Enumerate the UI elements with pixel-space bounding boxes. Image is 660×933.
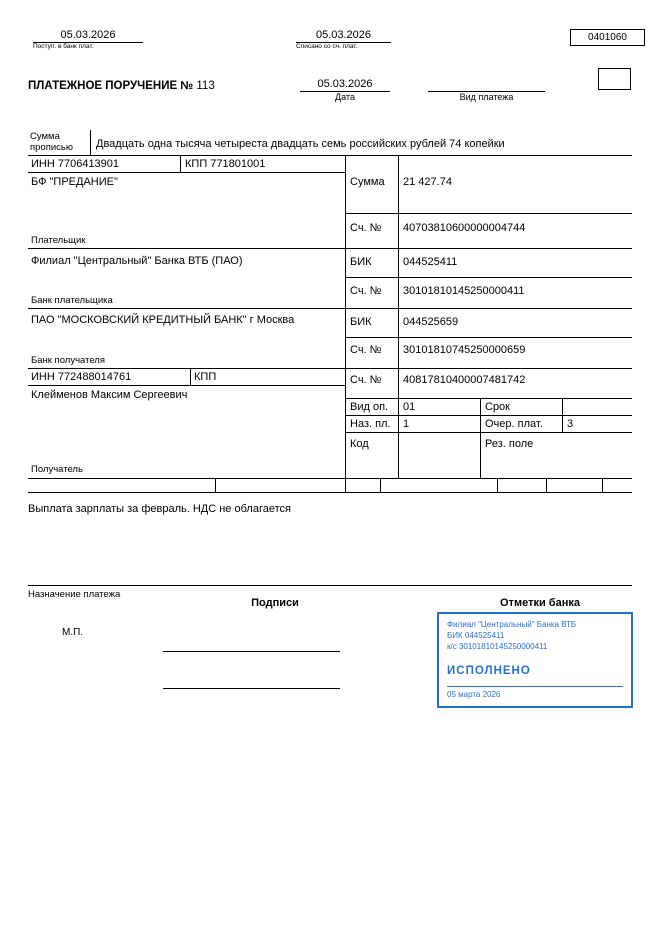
bank-marks-label: Отметки банка [500,597,580,609]
payment-purpose-label: Назначение платежа [28,589,121,600]
document-number: 113 [196,80,215,92]
payment-kind-block [428,78,545,102]
grid-line [546,478,547,492]
grid-line [602,478,603,492]
payee-bank-name: ПАО "МОСКОВСКИЙ КРЕДИТНЫЙ БАНК" г Москва [31,314,295,326]
received-date-caption: Поступ. в банк плат. [33,43,94,50]
payer-kpp: КПП 771801001 [185,158,266,170]
grid-line [380,478,381,492]
stamp-status: ИСПОЛНЕНО [447,665,531,677]
payer-account: 40703810600000004744 [403,222,526,234]
code-label: Код [350,438,369,450]
grid-line [28,155,632,156]
payee-bank-bik-label: БИК [350,316,372,328]
grid-line [28,368,632,369]
received-date-block [33,29,143,51]
grid-line [480,398,481,478]
signature-line [163,651,340,652]
grid-line [190,368,191,385]
title-date: 05.03.2026 [300,78,390,92]
stamp-date: 05 марта 2026 [447,686,623,699]
amount-words-label-line2: прописью [30,142,73,153]
purpose-code-value: 1 [403,418,410,430]
payee-account-label: Сч. № [350,374,382,386]
debited-date: 05.03.2026 [296,29,391,43]
amount-value: 21 427.74 [403,176,452,188]
grid-line [28,308,632,309]
form-code-box: 0401060 [570,29,645,46]
title-small-box [598,68,631,90]
grid-line [497,478,498,492]
payee-kpp: КПП [194,371,217,383]
grid-line [28,492,632,493]
grid-line [215,478,216,492]
payee-bank-account: 30101810745250000659 [403,344,526,356]
document-title [28,80,215,92]
stamp-place-label: М.П. [62,627,84,638]
amount-in-words: Двадцать одна тысяча четыреста двадцать семь российских рублей 74 копейки [96,138,505,150]
grid-line [345,277,632,278]
grid-line [28,248,632,249]
payer-bank-label: Банк плательщика [31,295,113,306]
signature-line [163,688,340,689]
title-date-caption: Дата [335,92,355,102]
grid-line [345,213,632,214]
priority-value: 3 [567,418,574,430]
payer-bank-bik-label: БИК [350,256,372,268]
grid-line [562,398,563,432]
stamp-bank-name: Филиал "Центральный" Банка ВТБ [447,620,577,629]
received-date: 05.03.2026 [33,29,143,43]
debited-date-caption: Списано со сч. плат. [296,43,358,50]
payer-bank-bik: 044525411 [403,256,458,268]
grid-line [28,478,632,479]
payer-inn: ИНН 7706413901 [31,158,120,170]
grid-line [28,172,345,173]
term-label: Срок [485,401,510,413]
reserve-field-label: Рез. поле [485,438,534,450]
purpose-code-label: Наз. пл. [350,418,391,430]
debited-date-block [296,29,391,51]
payee-bank-label: Банк получателя [31,355,105,366]
signatures-label: Подписи [251,597,299,609]
title-text: ПЛАТЕЖНОЕ ПОРУЧЕНИЕ № [28,80,194,92]
op-kind-label: Вид оп. [350,401,389,413]
bank-stamp [437,612,633,708]
priority-label: Очер. плат. [485,418,543,430]
payee-bank-account-label: Сч. № [350,344,382,356]
grid-line [345,415,632,416]
grid-line [345,155,346,492]
payer-account-label: Сч. № [350,222,382,234]
payee-label: Получатель [31,464,83,475]
amount-words-label-line1: Сумма [30,131,60,142]
op-kind-value: 01 [403,401,416,413]
stamp-corr-account: к/с 30101810145250000411 [447,642,548,651]
payment-kind-value [428,78,545,92]
payee-account: 40817810400007481742 [403,374,526,386]
payee-bank-bik: 044525659 [403,316,459,328]
amount-label: Сумма [350,176,385,188]
grid-line [345,337,632,338]
payment-kind-caption: Вид платежа [459,92,514,102]
title-date-block [300,78,390,102]
grid-line [345,432,632,433]
payer-bank-account-label: Сч. № [350,285,382,297]
payment-purpose: Выплата зарплаты за февраль. НДС не облагается [28,503,291,515]
grid-line [28,585,632,586]
grid-line [398,155,399,478]
stamp-bik: БИК 044525411 [447,631,505,640]
payee-name: Клейменов Максим Сергеевич [31,389,188,401]
payee-inn: ИНН 772488014761 [31,371,132,383]
payer-label: Плательщик [31,235,86,246]
grid-line [345,398,632,399]
payer-bank-account: 30101810145250000411 [403,285,525,297]
payer-name: БФ "ПРЕДАНИЕ" [31,176,118,188]
grid-line [90,130,91,155]
grid-line [180,155,181,172]
amount-words-label [30,131,88,153]
grid-line [28,385,345,386]
payer-bank-name: Филиал "Центральный" Банка ВТБ (ПАО) [31,255,243,267]
